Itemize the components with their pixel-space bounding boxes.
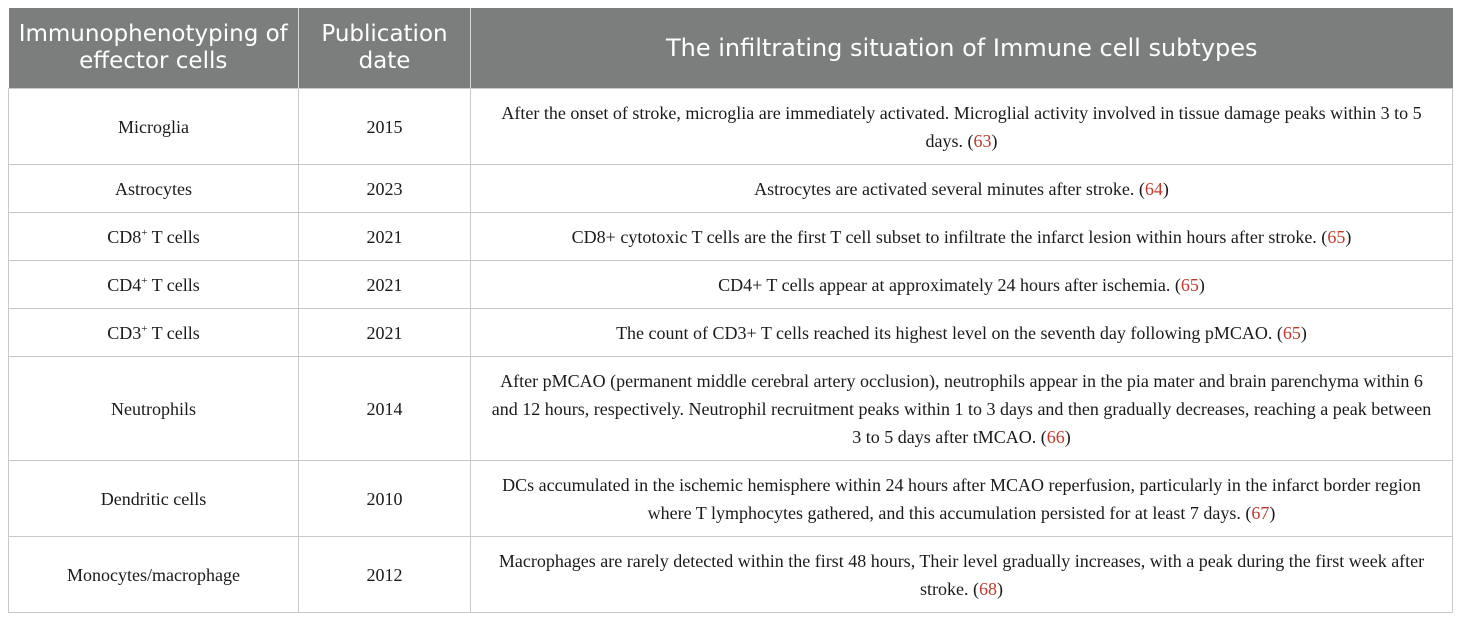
publication-date: 2021 [299, 261, 471, 309]
table-row [9, 89, 1453, 165]
table-row [9, 165, 1453, 213]
infiltration-description: Macrophages are rarely detected within the first 48 hours, Their level gradually increases, with a peak during the first week after stroke. (68) [471, 537, 1453, 613]
table-row [9, 357, 1453, 461]
infiltration-description: The count of CD3+ T cells reached its highest level on the seventh day following pMCAO. (65) [471, 309, 1453, 357]
reference-link[interactable]: 68 [978, 578, 997, 599]
reference-link[interactable]: 66 [1046, 426, 1065, 447]
infiltration-description: CD8+ cytotoxic T cells are the first T cell subset to infiltrate the infarct lesion within hours after stroke. (65) [471, 213, 1453, 261]
header-infiltrating-situation: The infiltrating situation of Immune cell subtypes [471, 8, 1453, 89]
immune-cell-table [8, 8, 1453, 613]
publication-date: 2015 [299, 89, 471, 165]
table-container [8, 8, 1452, 613]
reference-link[interactable]: 65 [1180, 274, 1199, 295]
cell-type: Astrocytes [9, 165, 299, 213]
table-header [9, 8, 1453, 89]
cell-type: Dendritic cells [9, 461, 299, 537]
table-row [9, 537, 1453, 613]
superscript-plus: + [141, 274, 148, 287]
table-row [9, 309, 1453, 357]
superscript-plus: + [141, 322, 148, 335]
infiltration-description: After pMCAO (permanent middle cerebral artery occlusion), neutrophils appear in the pia mater and brain parenchyma within 6 and 12 hours, respectively. Neutrophil recruitment peaks within 1 to 3 days and then gradually decreases, reaching a peak between 3 to 5 days after tMCAO. (66) [471, 357, 1453, 461]
header-immunophenotyping: Immunophenotyping of effector cells [9, 8, 299, 89]
cell-type: Neutrophils [9, 357, 299, 461]
reference-link[interactable]: 65 [1282, 322, 1301, 343]
header-publication-date: Publication date [299, 8, 471, 89]
header-row [9, 8, 1453, 89]
table-row [9, 461, 1453, 537]
table-row [9, 261, 1453, 309]
table-body [9, 89, 1453, 613]
reference-link[interactable]: 67 [1251, 502, 1270, 523]
superscript-plus: + [141, 226, 148, 239]
infiltration-description: Astrocytes are activated several minutes after stroke. (64) [471, 165, 1453, 213]
reference-link[interactable]: 65 [1327, 226, 1346, 247]
infiltration-description: DCs accumulated in the ischemic hemisphere within 24 hours after MCAO reperfusion, particularly in the infarct border region where T lymphocytes gathered, and this accumulation persisted for at least 7 days. (67) [471, 461, 1453, 537]
reference-link[interactable]: 63 [973, 130, 992, 151]
infiltration-description: After the onset of stroke, microglia are immediately activated. Microglial activity involved in tissue damage peaks within 3 to 5 days. (63) [471, 89, 1453, 165]
publication-date: 2012 [299, 537, 471, 613]
table-row [9, 213, 1453, 261]
infiltration-description: CD4+ T cells appear at approximately 24 hours after ischemia. (65) [471, 261, 1453, 309]
cell-type: Monocytes/macrophage [9, 537, 299, 613]
publication-date: 2010 [299, 461, 471, 537]
cell-type: CD3+ T cells [9, 309, 299, 357]
publication-date: 2023 [299, 165, 471, 213]
reference-link[interactable]: 64 [1144, 178, 1163, 199]
cell-type: Microglia [9, 89, 299, 165]
publication-date: 2021 [299, 213, 471, 261]
publication-date: 2021 [299, 309, 471, 357]
publication-date: 2014 [299, 357, 471, 461]
cell-type: CD8+ T cells [9, 213, 299, 261]
cell-type: CD4+ T cells [9, 261, 299, 309]
